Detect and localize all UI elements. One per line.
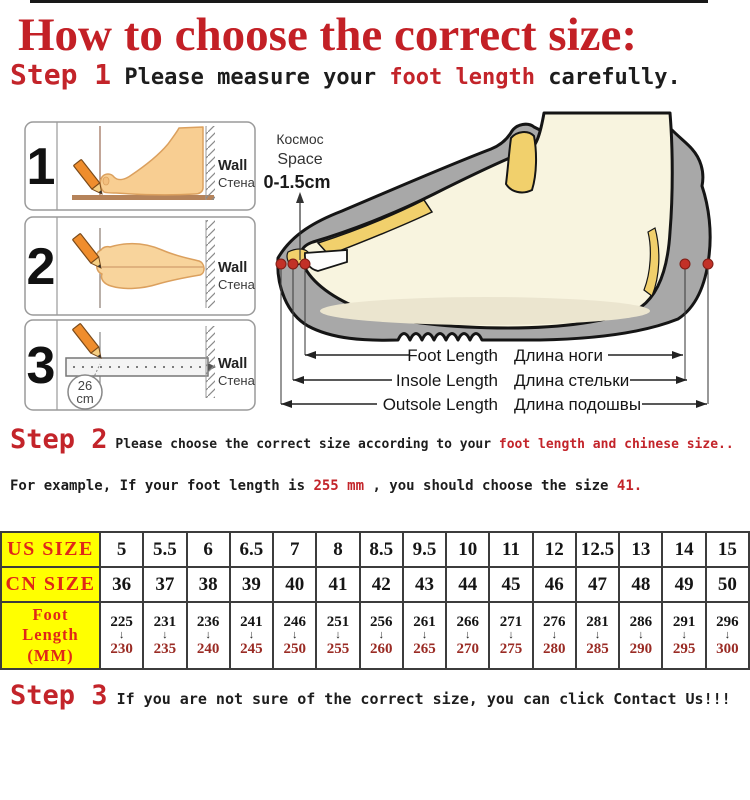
floor-line	[72, 195, 214, 200]
foot-length-cell	[143, 602, 186, 669]
us-size-row	[1, 532, 749, 567]
foot-length-max: 230	[110, 641, 133, 657]
foot-length-measure	[305, 346, 683, 365]
foot-length-cell	[273, 602, 316, 669]
cn-size-cell: 45	[489, 567, 532, 602]
down-arrow-icon: ↓	[551, 629, 558, 641]
step2-example-text2: , you should choose the size	[364, 478, 617, 494]
cn-size-cell: 39	[230, 567, 273, 602]
cn-size-row	[1, 567, 749, 602]
outsole-length-measure	[281, 395, 707, 414]
cn-size-cell: 40	[273, 567, 316, 602]
panel-3-ruler-measure	[25, 320, 256, 410]
foot-length-cell	[706, 602, 749, 669]
step3-label: Step 3	[10, 680, 108, 711]
cn-size-cell: 47	[576, 567, 619, 602]
foot-length-cell	[316, 602, 359, 669]
down-arrow-icon: ↓	[421, 629, 428, 641]
down-arrow-icon: ↓	[335, 629, 341, 641]
top-edge-artifact	[30, 0, 708, 3]
step2-highlight: foot length and chinese size..	[498, 437, 734, 452]
space-range-value: 0-1.5cm	[263, 172, 331, 192]
us-size-cell: 8	[316, 532, 359, 567]
step1-text: Please measure your	[111, 65, 390, 90]
foot-length-max: 240	[196, 641, 220, 657]
insole-length-label-ru: Длина стельки	[514, 371, 630, 390]
foot-length-max: 235	[153, 641, 177, 657]
us-size-cell: 6	[187, 532, 230, 567]
foot-length-max: 275	[499, 641, 523, 657]
outsole-length-label-ru: Длина подошвы	[514, 395, 642, 414]
cn-size-cell: 38	[187, 567, 230, 602]
foot-length-min: 296	[716, 614, 739, 630]
us-size-cell: 10	[446, 532, 489, 567]
foot-length-row	[1, 602, 749, 669]
step1-text-end: carefully.	[535, 65, 681, 90]
cn-size-cell: 36	[100, 567, 143, 602]
down-arrow-icon: ↓	[205, 629, 211, 641]
foot-length-max: 265	[413, 641, 436, 657]
us-size-cell: 13	[619, 532, 662, 567]
us-size-cell: 7	[273, 532, 316, 567]
foot-length-min: 291	[672, 614, 696, 630]
down-arrow-icon: ↓	[378, 629, 384, 641]
foot-length-label-ru: Длина ноги	[514, 346, 604, 365]
page-title: How to choose the correct size:	[18, 9, 638, 61]
step2-line1	[10, 424, 734, 455]
wall-1-label-en: Wall	[218, 158, 248, 174]
foot-length-max: 280	[543, 641, 566, 657]
us-size-cell: 12	[533, 532, 576, 567]
foot-length-cell	[576, 602, 619, 669]
foot-length-max: 260	[369, 641, 393, 657]
foot-length-cell	[187, 602, 230, 669]
us-size-cell: 14	[662, 532, 705, 567]
us-size-cell: 11	[489, 532, 532, 567]
cn-size-cell: 46	[533, 567, 576, 602]
ruler-reading-value: 26	[77, 378, 93, 393]
foot-length-max: 295	[672, 641, 696, 657]
foot-length-min: 225	[110, 614, 133, 630]
us-size-cell: 5.5	[143, 532, 186, 567]
outsole-length-label-en: Outsole Length	[382, 395, 498, 414]
wall-3-label-ru: Стена	[218, 373, 255, 388]
step2-line2	[10, 478, 642, 494]
foot-length-min: 251	[326, 614, 350, 630]
panel-2-number: 2	[26, 238, 56, 296]
down-arrow-icon: ↓	[681, 629, 687, 641]
foot-length-min: 266	[456, 614, 479, 630]
space-label-en: Space	[277, 151, 323, 168]
wall-1-label-ru: Стена	[218, 175, 255, 190]
wall-3-label-en: Wall	[218, 356, 248, 372]
foot-length-header-line2: (MM)	[27, 645, 74, 665]
down-arrow-icon: ↓	[162, 629, 168, 641]
foot-length-max: 290	[629, 641, 653, 657]
foot-length-max: 245	[240, 641, 263, 657]
panel-2-top-measure	[25, 217, 256, 315]
ruler-illustration	[66, 358, 216, 376]
foot-length-label-en: Foot Length	[407, 346, 498, 365]
cn-size-cell: 43	[403, 567, 446, 602]
cn-size-cell: 37	[143, 567, 186, 602]
shoe-cross-section	[278, 113, 710, 340]
toenail-detail	[103, 177, 109, 185]
step3-text: If you are not sure of the correct size, you can click Contact Us!!!	[107, 690, 731, 708]
foot-length-cell	[489, 602, 532, 669]
down-arrow-icon: ↓	[594, 629, 601, 641]
step1-label: Step 1	[10, 58, 112, 91]
foot-length-cell	[230, 602, 273, 669]
insole-length-measure	[293, 371, 687, 390]
down-arrow-icon: ↓	[724, 629, 731, 641]
step2-text: Please choose the correct size according to your	[107, 437, 499, 452]
foot-length-min: 276	[543, 614, 566, 630]
foot-length-min: 271	[499, 614, 523, 630]
step2-example-mm: 255 mm	[313, 478, 365, 494]
down-arrow-icon: ↓	[508, 629, 514, 641]
tongue-padding-yellow	[506, 132, 536, 192]
us-size-cell: 15	[706, 532, 749, 567]
down-arrow-icon: ↓	[248, 629, 255, 641]
foot-length-min: 256	[369, 614, 393, 630]
cn-size-cell: 42	[360, 567, 403, 602]
foot-length-cell	[446, 602, 489, 669]
step1-line	[10, 58, 681, 91]
foot-length-max: 300	[716, 641, 739, 657]
down-arrow-icon: ↓	[638, 629, 644, 641]
foot-length-min: 231	[153, 614, 177, 630]
foot-length-cell	[360, 602, 403, 669]
panel-1-number: 1	[26, 138, 56, 196]
space-label-ru: Космос	[276, 131, 324, 147]
step2-example-size: 41.	[616, 478, 643, 494]
wall-2-label-ru: Стена	[218, 277, 255, 292]
foot-length-cell	[662, 602, 705, 669]
us-size-header: US SIZE	[1, 532, 100, 567]
foot-length-max: 270	[456, 641, 479, 657]
us-size-cell: 8.5	[360, 532, 403, 567]
us-size-cell: 9.5	[403, 532, 446, 567]
step2-label: Step 2	[10, 424, 108, 455]
wall-2-label-en: Wall	[218, 260, 248, 276]
down-arrow-icon: ↓	[291, 629, 298, 641]
measuring-diagram	[0, 100, 750, 422]
cn-size-cell: 49	[662, 567, 705, 602]
foot-length-min: 246	[283, 614, 306, 630]
us-size-cell: 5	[100, 532, 143, 567]
foot-length-cell	[533, 602, 576, 669]
ruler-reading-unit: cm	[76, 391, 94, 406]
foot-length-min: 236	[196, 614, 220, 630]
foot-length-min: 286	[629, 614, 653, 630]
cn-size-cell: 48	[619, 567, 662, 602]
us-size-cell: 12.5	[576, 532, 619, 567]
insole-length-label-en: Insole Length	[395, 371, 498, 390]
step2-example-text: For example, If your foot length is	[10, 478, 314, 494]
foot-length-header	[1, 602, 100, 669]
panel-1-side-measure	[25, 122, 256, 210]
size-conversion-table	[0, 531, 750, 670]
cn-size-cell: 50	[706, 567, 749, 602]
foot-length-max: 285	[586, 641, 609, 657]
step3-line	[10, 680, 731, 711]
panel-3-number: 3	[26, 337, 56, 395]
foot-length-min: 241	[240, 614, 263, 630]
us-size-cell: 6.5	[230, 532, 273, 567]
cn-size-header: CN SIZE	[1, 567, 100, 602]
foot-length-header-line1: Foot Length	[22, 604, 79, 645]
foot-length-min: 281	[586, 614, 609, 630]
step1-highlight: foot length	[389, 65, 536, 90]
cn-size-cell: 44	[446, 567, 489, 602]
foot-length-max: 255	[326, 641, 350, 657]
foot-length-max: 250	[283, 641, 306, 657]
foot-length-cell	[403, 602, 446, 669]
down-arrow-icon: ↓	[118, 629, 125, 641]
sockliner-shading	[320, 297, 650, 325]
foot-length-cell	[619, 602, 662, 669]
down-arrow-icon: ↓	[465, 629, 471, 641]
foot-length-cell	[100, 602, 143, 669]
foot-length-min: 261	[413, 614, 436, 630]
cn-size-cell: 41	[316, 567, 359, 602]
